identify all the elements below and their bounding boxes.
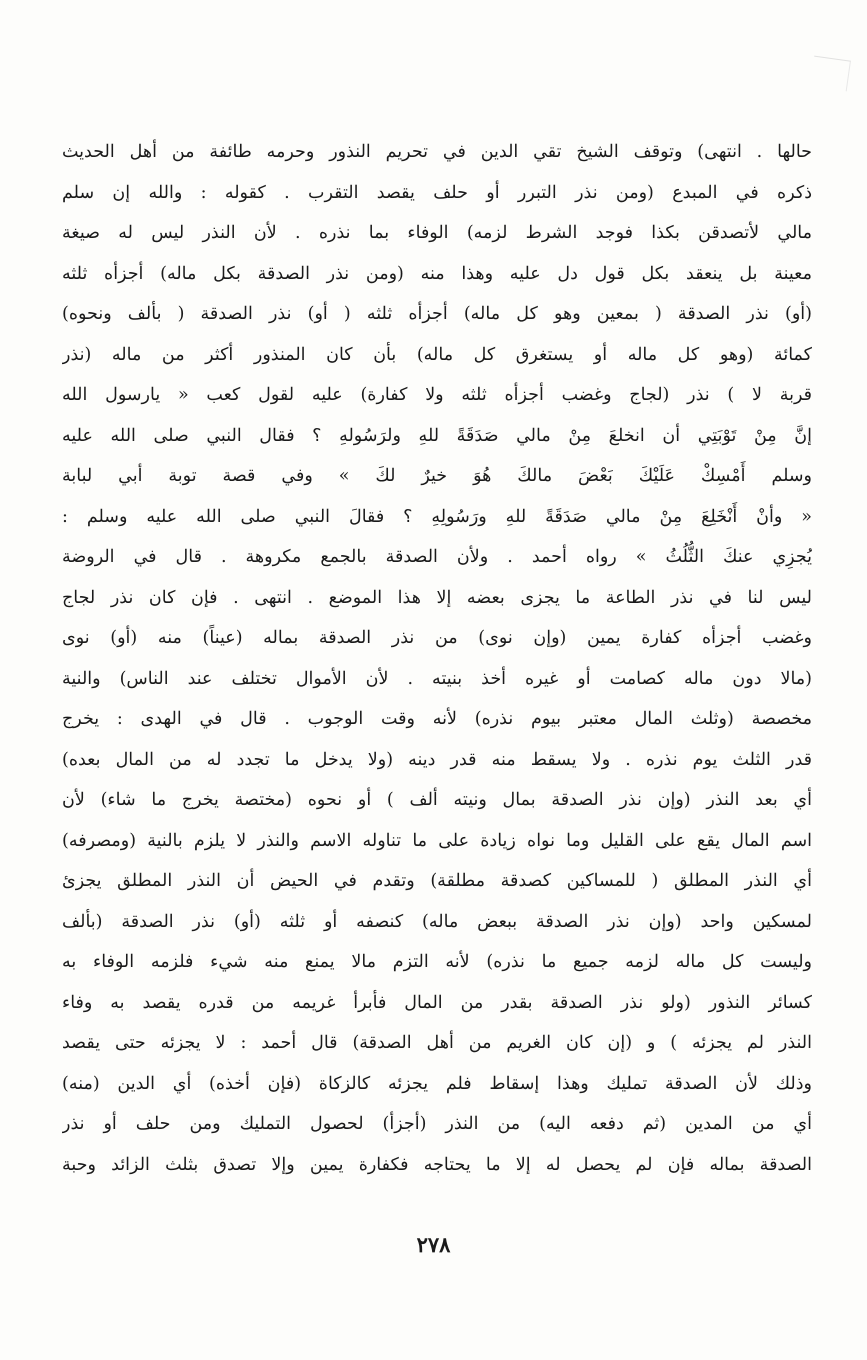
body-text [62, 132, 812, 1185]
text-line: قربة لا ) نذر (لجاج وغضب أجزأه ثلثه ولا كفارة) عليه لقول كعب « يارسول الله [62, 385, 812, 405]
text-line: « وأنْ أَنْخَلِعَ مِنْ مالي صَدَقَةً للهِ ورَسُولِهِ ؟ فقالَ النبي صلى الله عليه وسلم : [62, 506, 812, 527]
text-line: وذلك لأن الصدقة تمليك وهذا إسقاط فلم يجزئه كالزكاة (فإن أخذه) أي الدين (منه) [62, 1073, 812, 1094]
text-line: وسلم أَمْسِكْ عَلَيْكَ بَعْضَ مالكَ هُوَ خيرٌ لكَ » وفي قصة توبة أبي لبابة [62, 466, 812, 486]
page-number: ٢٧٨ [416, 1232, 451, 1257]
text-line: حالها . انتهى) وتوقف الشيخ تقي الدين في تحريم النذور وحرمه طائفة من أهل الحديث [62, 142, 812, 162]
text-line: وغضب أجزأه كفارة يمين (وإن نوى) من نذر الصدقة بماله (عيناً) منه (أو) نوى [62, 628, 812, 648]
text-line: أي من المدين (ثم دفعه اليه) من النذر (أجزأ) لحصول التمليك ومن حلف أو نذر [62, 1114, 812, 1134]
text-line: مخصصة (وثلث المال معتبر بيوم نذره) لأنه وقت الوجوب . قال في الهدى : يخرج [62, 709, 812, 729]
text-line: الصدقة بماله فإن لم يحصل له إلا ما يحتاجه فكفارة يمين وإلا تصدق بثلث الزائد وحبة [62, 1154, 812, 1175]
text-line: اسم المال يقع على القليل وما نواه زيادة على ما تناوله الاسم والنذر لا يلزم بالنية (ومصرفه) [62, 830, 812, 851]
text-line: (مالا دون ماله كصامت أو غيره أخذ بنيته . لأن الأموال تختلف عند الناس) والنية [62, 668, 812, 689]
text-line: أي النذر المطلق ( للمساكين كصدقة مطلقة) وتقدم في الحيض أن النذر المطلق يجزئ [62, 871, 812, 891]
text-line: ليس لنا في نذر الطاعة ما يجزى بعضه إلا هذا الموضع . انتهى . فإن كان نذر لجاج [62, 587, 812, 608]
text-line: يُجزِي عنكَ الثُّلُثُ » رواه أحمد . ولأن الصدقة بالجمع مكروهة . قال في الروضة [62, 547, 812, 567]
text-line: ذكره في المبدع (ومن نذر التبرر أو حلف يقصد التقرب . كقوله : والله إن سلم [62, 182, 812, 203]
text-line: وليست كل ماله لزمه جميع ما نذره) لأنه التزم مالا يمنع منه شيء فلزمه الوفاء به [62, 952, 812, 972]
text-line: معينة بل ينعقد بكل قول دل عليه وهذا منه (ومن نذر الصدقة بكل ماله) أجزأه ثلثه [62, 263, 812, 284]
text-line: لمسكين واحد (وإن نذر الصدقة ببعض ماله) كنصفه أو ثلثه (أو) نذر الصدقة (بألف [62, 911, 812, 932]
text-line: أي بعد النذر (وإن نذر الصدقة بمال ونيته ألف ) أو نحوه (مختصة يخرج ما شاء) لأن [62, 790, 812, 810]
text-line: كمائة (وهو كل ماله أو يستغرق كل ماله) بأن كان المنذور أكثر من ماله (نذر [62, 344, 812, 365]
text-line: كسائر النذور (ولو نذر الصدقة بقدر من المال فأبرأ غريمه من قدره يقصد به وفاء [62, 992, 812, 1013]
text-line: النذر لم يجزئه ) و (إن كان الغريم من أهل الصدقة) قال أحمد : لا يجزئه حتى يقصد [62, 1033, 812, 1053]
text-line: قدر الثلث يوم نذره . ولا يسقط منه قدر دينه (ولا يدخل ما تجدد له من المال بعده) [62, 749, 812, 770]
text-line: (أو) نذر الصدقة ( بمعين وهو كل ماله) أجزأه ثلثه ( أو) نذر الصدقة ( بألف ونحوه) [62, 304, 812, 324]
page-corner-mark [810, 56, 851, 92]
text-line: إنَّ مِنْ تَوْبَتِي أن انخلعَ مِنْ مالي صَدَقَةً للهِ ولرَسُولهِ ؟ فقال النبي صلى الله عليه [62, 425, 812, 446]
text-line: مالي لأتصدقن بكذا فوجد الشرط لزمه) الوفاء بما نذره . لأن النذر ليس له صيغة [62, 223, 812, 243]
